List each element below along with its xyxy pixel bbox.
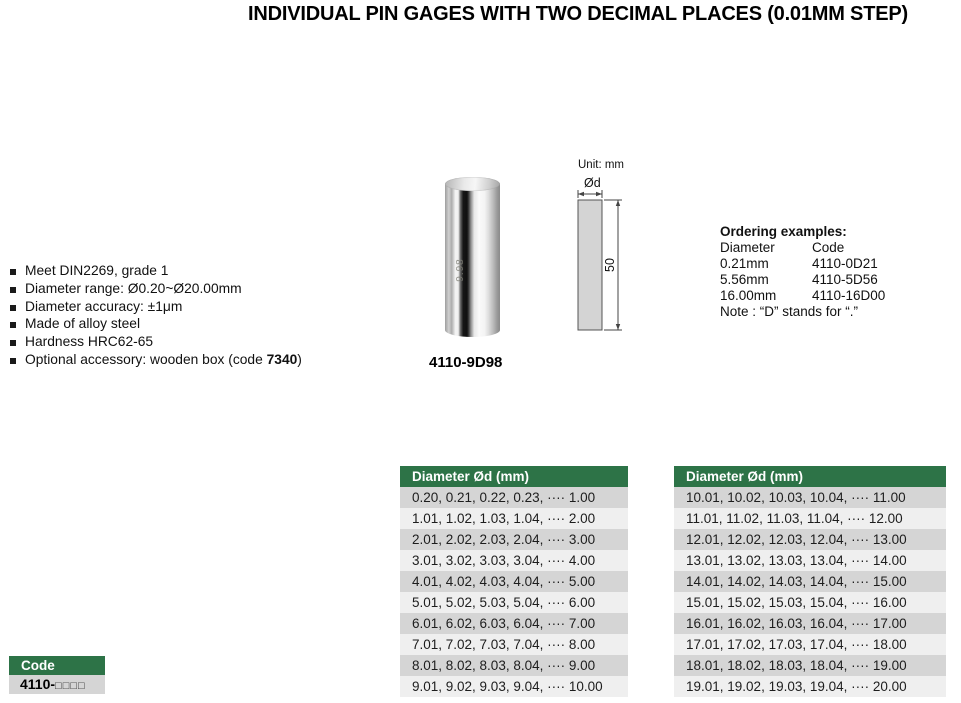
ordering-heading: Ordering examples: (720, 224, 847, 239)
table-row: 14.01, 14.02, 14.03, 14.04, ···· 15.00 (674, 571, 946, 592)
table-row: 6.01, 6.02, 6.03, 6.04, ···· 7.00 (400, 613, 628, 634)
table-header: Diameter Ød (mm) (674, 466, 946, 487)
feature-text: Hardness HRC62-65 (25, 334, 154, 350)
code-prefix: 4110- (20, 676, 56, 692)
table-row: 12.01, 12.02, 12.03, 12.04, ···· 13.00 (674, 529, 946, 550)
code-placeholder-boxes: □□□□ (55, 680, 86, 692)
feature-item (8, 334, 302, 352)
ordering-example-row (720, 272, 885, 288)
ordering-code: 4110-5D56 (812, 271, 878, 287)
table-row: 11.01, 11.02, 11.03, 11.04, ···· 12.00 (674, 508, 946, 529)
ordering-code: 4110-16D00 (812, 287, 886, 303)
page-title: INDIVIDUAL PIN GAGES WITH TWO DECIMAL PLACES (0.01MM STEP) (248, 3, 908, 25)
table-row: 17.01, 17.02, 17.03, 17.04, ···· 18.00 (674, 634, 946, 655)
ordering-column-headers (720, 240, 885, 256)
pin-size-marking: 9.98 (455, 258, 466, 282)
code-box-header: Code (9, 656, 105, 675)
table-row: 2.01, 2.02, 2.03, 2.04, ···· 3.00 (400, 529, 628, 550)
bullet-square-icon (10, 358, 16, 364)
code-box-value (9, 675, 105, 694)
ordering-examples (720, 224, 885, 319)
pin-gage-photo (445, 184, 500, 337)
table-rows (674, 487, 946, 697)
feature-text: Meet DIN2269, grade 1 (25, 263, 169, 278)
ordering-diameter: 5.56mm (720, 271, 769, 287)
feature-text: Diameter range: Ø0.20~Ø20.00mm (25, 280, 242, 296)
table-row: 3.01, 3.02, 3.03, 3.04, ···· 4.00 (400, 550, 628, 571)
bullet-square-icon (10, 305, 16, 311)
diameter-table-right (674, 466, 946, 697)
table-row: 19.01, 19.02, 19.03, 19.04, ···· 20.00 (674, 676, 946, 697)
table-row: 16.01, 16.02, 16.03, 16.04, ···· 17.00 (674, 613, 946, 634)
table-row: 18.01, 18.02, 18.03, 18.04, ···· 19.00 (674, 655, 946, 676)
ordering-col-diameter: Diameter (720, 239, 775, 255)
feature-item (8, 281, 302, 299)
table-row: 9.01, 9.02, 9.03, 9.04, ···· 10.00 (400, 676, 628, 697)
diameter-table-left (400, 466, 628, 697)
ordering-rows (720, 256, 885, 304)
feature-item (8, 263, 302, 281)
table-row: 15.01, 15.02, 15.03, 15.04, ···· 16.00 (674, 592, 946, 613)
feature-item (8, 299, 302, 317)
diameter-dimension-label: Ød (584, 176, 601, 190)
feature-list (8, 263, 302, 370)
ordering-note: Note : “D” stands for “.” (720, 303, 859, 319)
ordering-diameter: 16.00mm (720, 287, 777, 303)
table-row: 7.01, 7.02, 7.03, 7.04, ···· 8.00 (400, 634, 628, 655)
ordering-code: 4110-0D21 (812, 255, 878, 271)
table-rows (400, 487, 628, 697)
table-row: 5.01, 5.02, 5.03, 5.04, ···· 6.00 (400, 592, 628, 613)
pin-dimension-drawing (570, 188, 632, 338)
code-box (9, 656, 105, 694)
ordering-col-code: Code (812, 239, 845, 255)
table-row: 1.01, 1.02, 1.03, 1.04, ···· 2.00 (400, 508, 628, 529)
bullet-square-icon (10, 322, 16, 328)
feature-item (8, 316, 302, 334)
table-row: 0.20, 0.21, 0.22, 0.23, ···· 1.00 (400, 487, 628, 508)
length-dimension-label: 50 (603, 258, 617, 272)
table-row: 10.01, 10.02, 10.03, 10.04, ···· 11.00 (674, 487, 946, 508)
feature-text: Made of alloy steel (25, 316, 141, 332)
bullet-square-icon (10, 340, 16, 346)
table-row: 8.01, 8.02, 8.03, 8.04, ···· 9.00 (400, 655, 628, 676)
bullet-square-icon (10, 287, 16, 293)
table-row: 4.01, 4.02, 4.03, 4.04, ···· 5.00 (400, 571, 628, 592)
table-row: 13.01, 13.02, 13.03, 13.04, ···· 14.00 (674, 550, 946, 571)
product-model-label: 4110-9D98 (429, 354, 503, 371)
feature-text: Diameter accuracy: ±1μm (25, 298, 183, 314)
ordering-diameter: 0.21mm (720, 255, 769, 271)
bullet-square-icon (10, 269, 16, 275)
ordering-example-row (720, 288, 885, 304)
feature-item (8, 352, 302, 370)
table-header: Diameter Ød (mm) (400, 466, 628, 487)
ordering-example-row (720, 256, 885, 272)
unit-label: Unit: mm (578, 159, 624, 171)
feature-text: Optional accessory: wooden box (code 7340) (25, 351, 302, 367)
pin-gage-photo-top (445, 177, 500, 191)
